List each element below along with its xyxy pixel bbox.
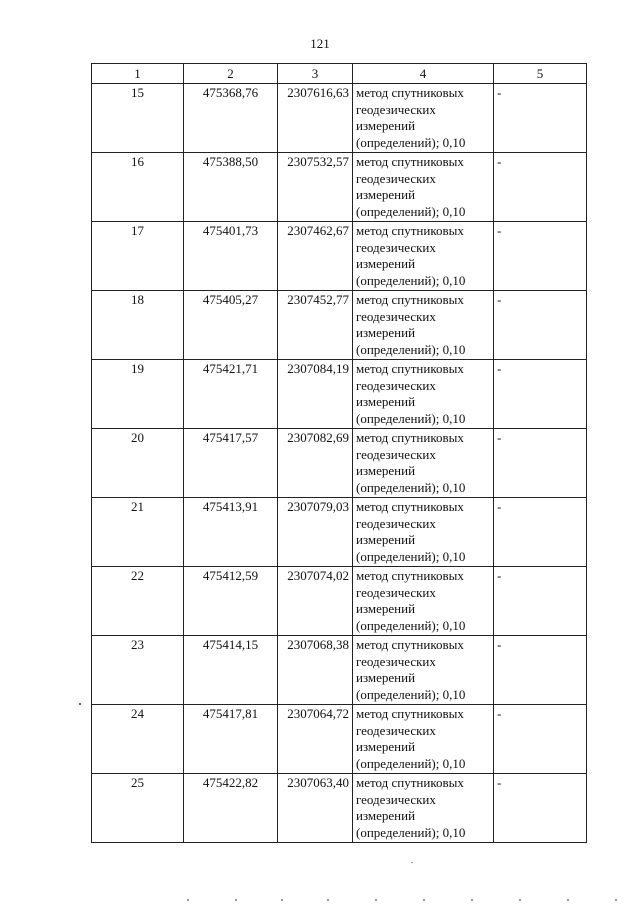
coordinate-x: 475401,73	[184, 222, 278, 291]
method-description	[353, 705, 494, 774]
note-cell: -	[494, 222, 587, 291]
note-cell: -	[494, 360, 587, 429]
method-line: метод спутниковых	[356, 499, 464, 514]
scan-speck	[79, 703, 81, 705]
note-cell: -	[494, 705, 587, 774]
method-line: геодезических	[356, 170, 436, 186]
method-line: геодезических	[356, 308, 436, 324]
coordinate-y: 2307462,67	[278, 222, 353, 291]
point-number: 17	[92, 222, 184, 291]
method-line: геодезических	[356, 239, 436, 255]
coordinate-x: 475417,57	[184, 429, 278, 498]
point-number: 23	[92, 636, 184, 705]
method-line: измерений	[356, 394, 416, 409]
coordinate-y: 2307063,40	[278, 774, 353, 843]
point-number: 16	[92, 153, 184, 222]
coordinate-x: 475412,59	[184, 567, 278, 636]
method-line: геодезических	[356, 377, 436, 393]
method-description	[353, 774, 494, 843]
method-line: (определений); 0,10	[356, 479, 466, 495]
coordinate-x: 475421,71	[184, 360, 278, 429]
coordinate-x: 475388,50	[184, 153, 278, 222]
page-number: 121	[310, 36, 330, 51]
method-line: геодезических	[356, 584, 436, 600]
method-description	[353, 291, 494, 360]
note-cell: -	[494, 636, 587, 705]
method-line: (определений); 0,10	[356, 341, 466, 357]
table-row	[92, 153, 587, 222]
table-row	[92, 705, 587, 774]
point-number: 22	[92, 567, 184, 636]
method-line: метод спутниковых	[356, 85, 464, 100]
method-description	[353, 567, 494, 636]
coordinate-x: 475368,76	[184, 84, 278, 153]
method-description	[353, 429, 494, 498]
method-line: измерений	[356, 601, 416, 616]
point-number: 21	[92, 498, 184, 567]
note-cell: -	[494, 291, 587, 360]
method-line: измерений	[356, 532, 416, 547]
coordinate-y: 2307082,69	[278, 429, 353, 498]
table-row	[92, 291, 587, 360]
method-line: геодезических	[356, 446, 436, 462]
method-line: (определений); 0,10	[356, 203, 466, 219]
method-line: измерений	[356, 256, 416, 271]
scan-speck-bottom	[411, 862, 413, 863]
method-line: (определений); 0,10	[356, 410, 466, 426]
method-line: (определений); 0,10	[356, 686, 466, 702]
method-line: измерений	[356, 739, 416, 754]
table-row	[92, 774, 587, 843]
method-line: (определений); 0,10	[356, 755, 466, 771]
method-line: (определений); 0,10	[356, 134, 466, 150]
point-number: 20	[92, 429, 184, 498]
coordinate-y: 2307616,63	[278, 84, 353, 153]
coordinate-y: 2307452,77	[278, 291, 353, 360]
point-number: 25	[92, 774, 184, 843]
table-header	[92, 64, 587, 84]
method-line: измерений	[356, 325, 416, 340]
method-line: метод спутниковых	[356, 361, 464, 376]
table-row	[92, 429, 587, 498]
note-cell: -	[494, 774, 587, 843]
header-col-2: 2	[184, 64, 278, 84]
method-description	[353, 222, 494, 291]
method-line: метод спутниковых	[356, 775, 464, 790]
method-line: (определений); 0,10	[356, 824, 466, 840]
header-col-4: 4	[353, 64, 494, 84]
coordinate-y: 2307064,72	[278, 705, 353, 774]
method-line: (определений); 0,10	[356, 617, 466, 633]
method-description	[353, 498, 494, 567]
coordinate-x: 475405,27	[184, 291, 278, 360]
point-number: 18	[92, 291, 184, 360]
coordinate-y: 2307068,38	[278, 636, 353, 705]
method-line: геодезических	[356, 791, 436, 807]
note-cell: -	[494, 498, 587, 567]
note-cell: -	[494, 153, 587, 222]
method-description	[353, 153, 494, 222]
header-col-1: 1	[92, 64, 184, 84]
method-line: метод спутниковых	[356, 223, 464, 238]
method-line: метод спутниковых	[356, 637, 464, 652]
note-cell: -	[494, 84, 587, 153]
table-body	[92, 84, 587, 843]
coordinate-y: 2307084,19	[278, 360, 353, 429]
point-number: 19	[92, 360, 184, 429]
method-line: измерений	[356, 187, 416, 202]
table-row	[92, 222, 587, 291]
table-row	[92, 498, 587, 567]
coordinate-y: 2307079,03	[278, 498, 353, 567]
method-line: метод спутниковых	[356, 568, 464, 583]
method-line: метод спутниковых	[356, 292, 464, 307]
method-line: (определений); 0,10	[356, 548, 466, 564]
method-line: измерений	[356, 463, 416, 478]
header-col-3: 3	[278, 64, 353, 84]
method-description	[353, 84, 494, 153]
method-line: геодезических	[356, 515, 436, 531]
coordinate-x: 475417,81	[184, 705, 278, 774]
method-line: метод спутниковых	[356, 430, 464, 445]
table-row	[92, 567, 587, 636]
point-number: 15	[92, 84, 184, 153]
coordinate-x: 475422,82	[184, 774, 278, 843]
method-line: геодезических	[356, 722, 436, 738]
coordinate-x: 475414,15	[184, 636, 278, 705]
coordinates-table	[91, 63, 587, 843]
note-cell: -	[494, 567, 587, 636]
table-row	[92, 360, 587, 429]
table-row	[92, 636, 587, 705]
point-number: 24	[92, 705, 184, 774]
method-line: метод спутниковых	[356, 706, 464, 721]
method-line: измерений	[356, 118, 416, 133]
header-col-5: 5	[494, 64, 587, 84]
coordinate-y: 2307532,57	[278, 153, 353, 222]
method-description	[353, 360, 494, 429]
method-line: метод спутниковых	[356, 154, 464, 169]
method-line: геодезических	[356, 101, 436, 117]
note-cell: -	[494, 429, 587, 498]
method-line: (определений); 0,10	[356, 272, 466, 288]
method-line: измерений	[356, 808, 416, 823]
bottom-scan-artifacts	[185, 897, 625, 903]
coordinate-x: 475413,91	[184, 498, 278, 567]
coordinate-y: 2307074,02	[278, 567, 353, 636]
header-row	[92, 64, 587, 84]
table-row	[92, 84, 587, 153]
method-line: геодезических	[356, 653, 436, 669]
method-description	[353, 636, 494, 705]
method-line: измерений	[356, 670, 416, 685]
